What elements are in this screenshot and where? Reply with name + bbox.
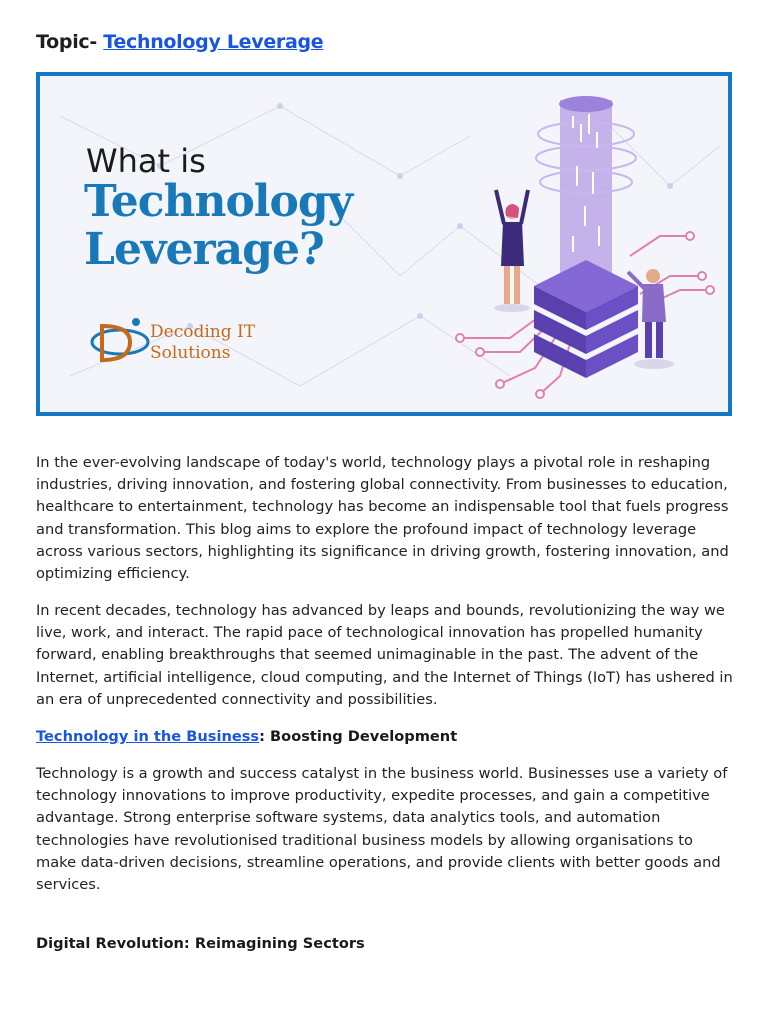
banner-what-is: What is	[86, 142, 206, 180]
logo-name	[150, 322, 255, 364]
banner-title	[84, 178, 352, 274]
paragraph-intro: In the ever-evolving landscape of today's world, technology plays a pivotal role in reshaping industries, driving innovation, and fostering global connectivity. From businesses to education, healthcare to entertainment, technology has become an indispensable tool that fuels progress and transformation. This blog aims to explore the profound impact of technology leverage across various sectors, highlighting its significance in driving growth, fostering innovation, and optimizing efficiency.	[36, 454, 729, 583]
logo-mark	[92, 318, 148, 360]
hero-banner	[36, 72, 732, 416]
topic-prefix: Topic-	[36, 31, 97, 53]
business-heading-rest: : Boosting Development	[259, 728, 458, 745]
beam-top	[559, 96, 613, 112]
logo-name-line-1: Decoding IT	[150, 322, 256, 342]
logo-name-line-2: Solutions	[150, 343, 231, 363]
light-beam	[560, 100, 612, 276]
banner-title-line-1: Technology	[84, 176, 353, 227]
server-stack	[534, 260, 638, 378]
paragraph-business: Technology is a growth and success catalyst in the business world. Businesses use a variety of technology innovations to improve productivity, expedite processes, and gain a competitive advantage. Strong enterprise software systems, data analytics tools, and automation technologies have revolutionised traditional business models by allowing organisations to make data-driven decisions, streamline operations, and provide clients with better goods and services.	[36, 765, 728, 894]
topic-link[interactable]: Technology Leverage	[103, 31, 324, 53]
woman-figure	[494, 190, 530, 312]
business-link[interactable]: Technology in the Business	[36, 728, 260, 745]
banner-title-line-2: Leverage?	[84, 224, 324, 275]
paragraph-advances: In recent decades, technology has advanced by leaps and bounds, revolutionizing the way we live, work, and interact. The rapid pace of technological innovation has propelled humanity forward, enabling breakthroughs that seemed unimaginable in the past. The advent of the Internet, artificial intelligence, cloud computing, and the Internet of Things (IoT) has ushered in an era of unprecedented connectivity and possibilities.	[36, 602, 733, 708]
topic-heading	[36, 31, 323, 53]
section-heading-digital-revolution: Digital Revolution: Reimagining Sectors	[36, 935, 365, 952]
section-heading-business	[36, 728, 457, 745]
